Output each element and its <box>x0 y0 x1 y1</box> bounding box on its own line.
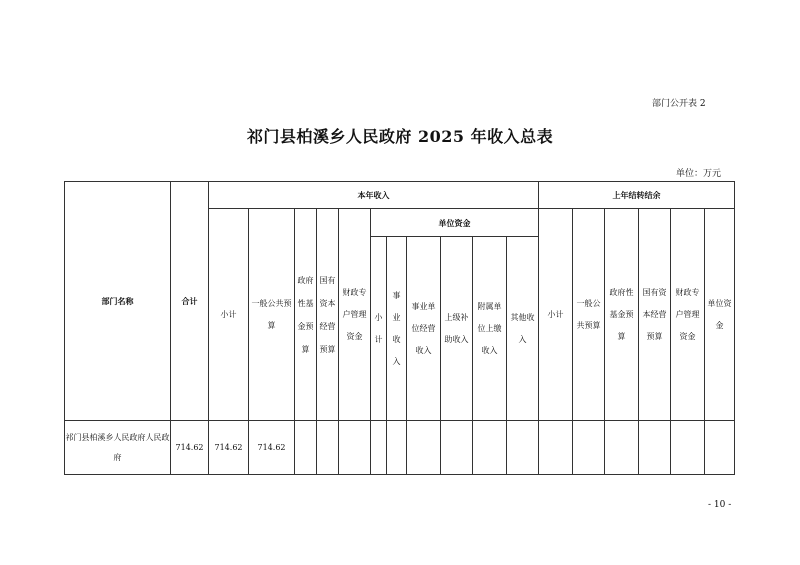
row-uf-operating <box>407 421 441 475</box>
header-uf-superior: 上级补助收入 <box>441 237 473 421</box>
row-co-state-capital <box>639 421 671 475</box>
header-unit-funds: 单位资金 <box>371 209 539 237</box>
header-co-subtotal: 小计 <box>539 209 573 421</box>
unit-label: 单位：万元 <box>676 169 722 179</box>
row-uf-superior <box>441 421 473 475</box>
row-fiscal-special <box>339 421 371 475</box>
row-co-subtotal <box>539 421 573 475</box>
row-uf-other <box>507 421 539 475</box>
header-uf-operating: 事业单位经营收入 <box>407 237 441 421</box>
header-current-year: 本年收入 <box>209 182 539 209</box>
page-number: - 10 - <box>708 500 732 510</box>
header-uf-other: 其他收入 <box>507 237 539 421</box>
row-co-unit-funds <box>705 421 735 475</box>
header-carryover: 上年结转结余 <box>539 182 735 209</box>
row-uf-business <box>387 421 407 475</box>
header-co-gov-fund: 政府性基金预算 <box>605 209 639 421</box>
header-subtotal: 小计 <box>209 209 249 421</box>
header-co-state-capital: 国有资本经营预算 <box>639 209 671 421</box>
header-co-fiscal-special: 财政专户管理资金 <box>671 209 705 421</box>
row-total: 714.62 <box>171 421 209 475</box>
row-co-gov-fund <box>605 421 639 475</box>
header-uf-business: 事业收入 <box>387 237 407 421</box>
header-general-budget: 一般公共预算 <box>249 209 295 421</box>
form-number: 部门公开表 2 <box>652 99 706 109</box>
header-fiscal-special: 财政专户管理资金 <box>339 209 371 421</box>
header-dept-name: 部门名称 <box>65 182 171 421</box>
row-uf-subtotal <box>371 421 387 475</box>
row-subtotal: 714.62 <box>209 421 249 475</box>
row-uf-affiliated <box>473 421 507 475</box>
income-summary-table <box>64 181 735 475</box>
header-total: 合计 <box>171 182 209 421</box>
row-gov-fund <box>295 421 317 475</box>
header-uf-subtotal: 小计 <box>371 237 387 421</box>
row-co-fiscal-special <box>671 421 705 475</box>
header-gov-fund: 政府性基金预算 <box>295 209 317 421</box>
header-state-capital: 国有资本经营预算 <box>317 209 339 421</box>
page-title: 祁门县柏溪乡人民政府 2025 年收入总表 <box>246 127 554 146</box>
row-general-budget: 714.62 <box>249 421 295 475</box>
row-co-general <box>573 421 605 475</box>
row-dept-name: 祁门县柏溪乡人民政府人民政府 <box>65 421 171 475</box>
header-co-unit-funds: 单位资金 <box>705 209 735 421</box>
table-row <box>65 421 735 475</box>
row-state-capital <box>317 421 339 475</box>
header-uf-affiliated: 附属单位上缴收入 <box>473 237 507 421</box>
header-co-general: 一般公共预算 <box>573 209 605 421</box>
